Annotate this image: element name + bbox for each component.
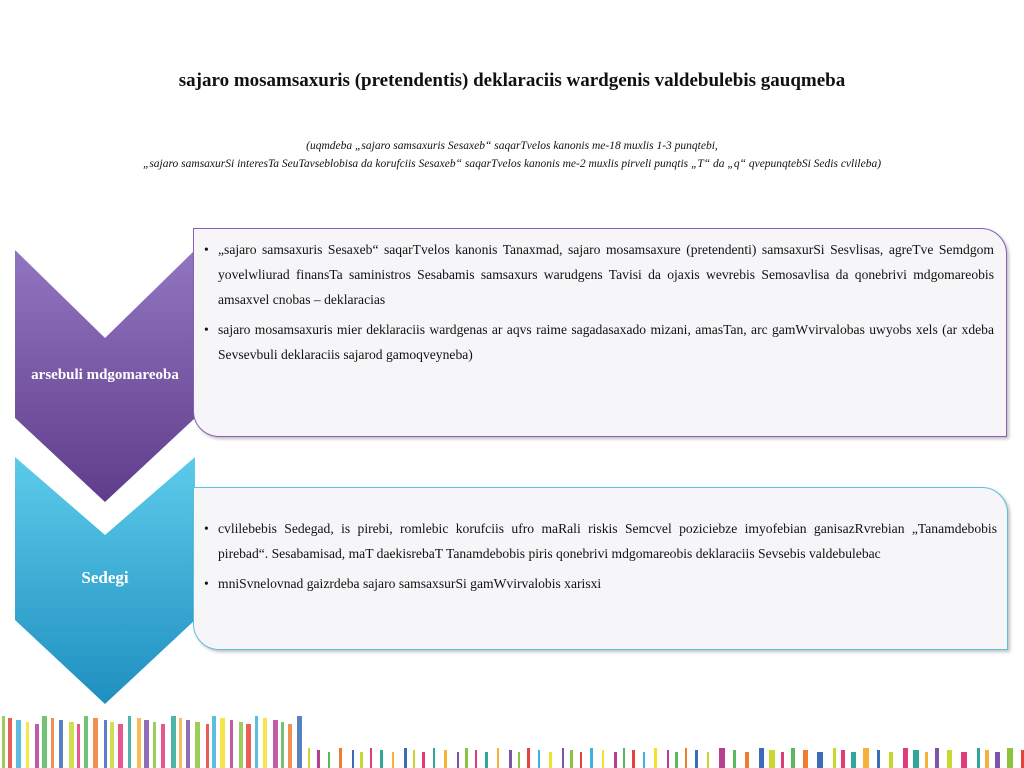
stripe — [623, 748, 625, 768]
stripe — [246, 724, 251, 768]
stripe — [733, 750, 736, 768]
stripe — [433, 748, 435, 768]
list-item — [204, 237, 994, 312]
stripe — [2, 716, 5, 768]
stripe — [995, 752, 1000, 768]
current-situation-label: arsebuli mdgomareoba — [31, 367, 179, 383]
stripe — [745, 752, 749, 768]
stripe — [171, 716, 176, 768]
stripe — [195, 722, 200, 768]
stripe — [935, 748, 939, 768]
stripe — [675, 752, 678, 768]
stripe — [485, 752, 488, 768]
stripe — [59, 720, 63, 768]
stripe — [538, 750, 540, 768]
stripe — [220, 718, 225, 768]
stripe — [781, 752, 784, 768]
page-subtitle — [40, 137, 984, 173]
stripe — [851, 752, 856, 768]
stripe — [137, 718, 141, 768]
stripe — [614, 752, 617, 768]
stripe — [16, 720, 21, 768]
stripe — [444, 750, 447, 768]
stripe — [833, 748, 836, 768]
stripe — [84, 716, 88, 768]
stripe — [602, 750, 604, 768]
stripe — [186, 720, 190, 768]
stripe — [580, 752, 582, 768]
result-list — [204, 516, 997, 596]
result-chevron — [15, 455, 195, 705]
result-box — [193, 487, 1008, 650]
stripe — [230, 720, 233, 768]
stripe — [1007, 748, 1013, 768]
decorative-stripe-bar — [0, 710, 1024, 768]
bullet-icon: • — [204, 576, 209, 591]
bullet-icon: • — [204, 521, 209, 536]
stripe — [590, 748, 593, 768]
stripe — [35, 724, 39, 768]
stripe — [497, 748, 499, 768]
stripe — [281, 722, 284, 768]
list-item-text: sajaro mosamsaxuris mier deklaraciis wardgenas ar aqvs raime sagadasaxado mizani, amasTan, arc gamWvirvalobas uwyobs xels (ar xdeba Sevsevbuli deklaraciis sajarod gamoqveyneba) — [218, 322, 994, 362]
list-item — [204, 571, 997, 596]
stripe — [110, 722, 114, 768]
subtitle-line-2: „sajaro samsaxurSi interesTa SeuTavseblobisa da korufciis Sesaxeb“ saqarTvelos kanonis me-2 muxlis pirveli punqtis „T“ da „q“ qvepunqtebSi Sedis cvlileba) — [142, 158, 882, 170]
stripe — [93, 718, 98, 768]
stripe — [961, 752, 967, 768]
stripe — [632, 750, 635, 768]
stripe — [667, 750, 669, 768]
stripe — [404, 748, 407, 768]
stripe — [719, 748, 725, 768]
stripe — [509, 750, 512, 768]
stripe — [370, 748, 372, 768]
stripe — [695, 750, 698, 768]
stripe — [889, 752, 893, 768]
stripe — [153, 722, 156, 768]
stripe — [69, 722, 74, 768]
page-title: sajaro mosamsaxuris (pretendentis) deklaraciis wardgenis valdebulebis gauqmeba — [178, 70, 846, 91]
stripe — [549, 752, 552, 768]
stripe — [769, 750, 775, 768]
stripe — [707, 752, 709, 768]
stripe — [380, 750, 383, 768]
stripe — [562, 748, 564, 768]
stripe — [51, 718, 54, 768]
stripe — [947, 750, 952, 768]
list-item-text: mniSvnelovnad gaizrdeba sajaro samsaxsurSi gamWvirvalobis xarisxi — [218, 576, 602, 591]
stripe — [239, 722, 243, 768]
stripe — [118, 724, 123, 768]
stripe — [654, 748, 657, 768]
stripe — [925, 752, 928, 768]
stripe — [863, 748, 869, 768]
stripe — [104, 720, 107, 768]
stripe — [161, 724, 165, 768]
stripe — [791, 748, 795, 768]
stripe — [255, 716, 258, 768]
stripe — [841, 750, 845, 768]
stripe — [317, 750, 320, 768]
stripe — [360, 752, 363, 768]
stripe — [273, 720, 278, 768]
list-item-text: „sajaro samsaxuris Sesaxeb“ saqarTvelos kanonis Tanaxmad, sajaro mosamsaxure (pretendenti) samsaxurSi Sesvlisas, agreTve Semdgom yovelwliurad finansTa saministros Sesabamis samsaxurs warudgens Tavisi da ojaxis wevrebis Semosavlisa da qonebrivi mdgomareobis amsaxvel cnobas – deklaracias — [218, 242, 994, 307]
stripe — [817, 752, 823, 768]
stripe — [570, 750, 573, 768]
stripe — [643, 752, 645, 768]
stripe — [179, 718, 182, 768]
stripe — [518, 752, 520, 768]
stripe — [77, 724, 80, 768]
stripe — [985, 750, 989, 768]
current-situation-list — [204, 237, 994, 367]
stripe — [527, 748, 530, 768]
stripe — [308, 748, 310, 768]
stripe — [42, 716, 47, 768]
bullet-icon: • — [204, 242, 209, 257]
stripe — [212, 716, 216, 768]
stripe — [413, 750, 415, 768]
result-label: Sedegi — [81, 568, 129, 587]
stripe — [465, 748, 468, 768]
stripe — [288, 724, 292, 768]
stripe — [803, 750, 808, 768]
stripe — [913, 750, 919, 768]
stripe — [977, 748, 980, 768]
list-item — [204, 516, 997, 566]
stripe — [128, 716, 131, 768]
list-item-text: cvlilebebis Sedegad, is pirebi, romlebic korufciis ufro maRali riskis Semcvel poziciebze imyofebian ganisazRvrebian „Tanamdebobis pirebad“. Sesabamisad, maT daekisrebaT Tanamdebobis piris qonebrivi mdgomareobis deklaraciis Sevsebis valdebulebac — [218, 521, 997, 561]
stripe — [339, 748, 342, 768]
stripe — [759, 748, 764, 768]
stripe — [422, 752, 425, 768]
stripe — [144, 720, 149, 768]
stripe — [877, 750, 880, 768]
bullet-icon: • — [204, 322, 209, 337]
stripe — [26, 722, 29, 768]
stripe — [352, 750, 354, 768]
stripe — [685, 748, 687, 768]
stripe — [263, 718, 267, 768]
stripe — [8, 718, 12, 768]
subtitle-line-1: (uqmdeba „sajaro samsaxuris Sesaxeb“ saqarTvelos kanonis me-18 muxlis 1-3 punqtebi, — [306, 140, 718, 152]
stripe — [297, 716, 302, 768]
stripe — [475, 750, 477, 768]
list-item — [204, 317, 994, 367]
stripe — [457, 752, 459, 768]
current-situation-box — [193, 228, 1007, 437]
stripe — [903, 748, 908, 768]
stripe — [328, 752, 330, 768]
stripe — [206, 724, 209, 768]
stripe — [392, 752, 394, 768]
